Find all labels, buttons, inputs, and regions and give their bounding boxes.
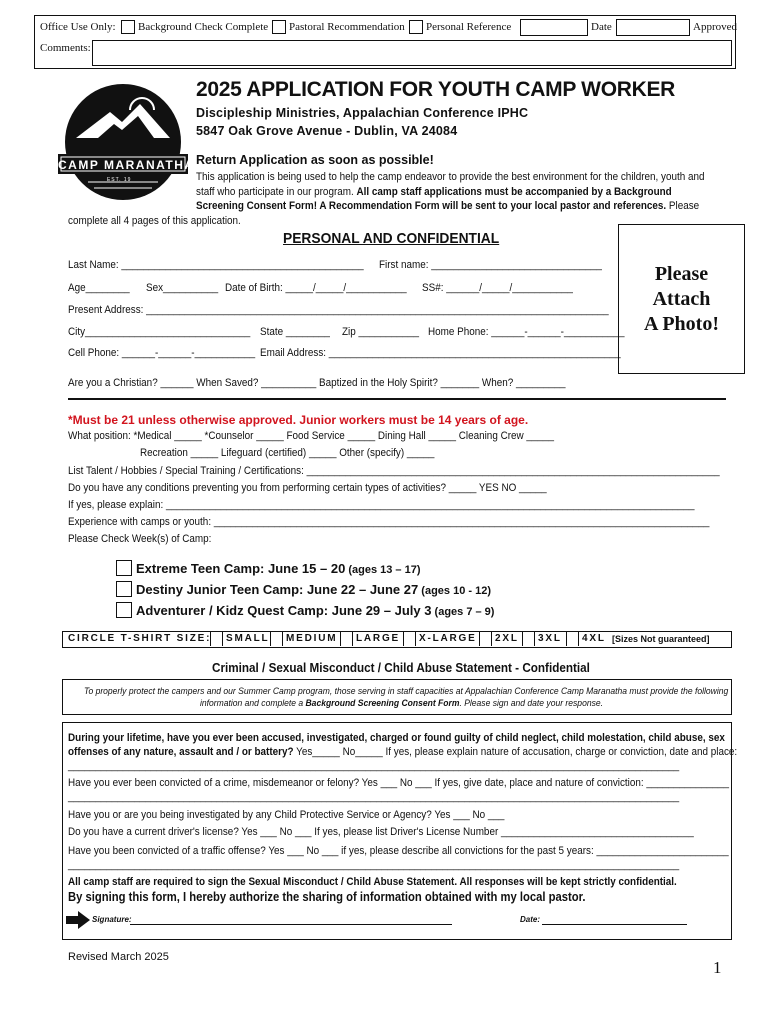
size-3xl[interactable]: 3XL — [538, 633, 562, 644]
position-row-2[interactable]: Recreation _____ Lifeguard (certified) _____ Other (specify) _____ — [140, 447, 435, 459]
dob-field[interactable]: Date of Birth: _____/_____/___________ — [225, 282, 407, 294]
answer-line[interactable]: _______________________________________________________________________________________________________________ — [68, 859, 680, 871]
state-field[interactable]: State ________ — [260, 326, 330, 338]
arrow-right-icon — [66, 911, 90, 929]
camp-option-2[interactable]: Destiny Junior Teen Camp: June 22 – June 27 (ages 10 - 12) — [116, 581, 491, 597]
size-note: [Sizes Not guaranteed] — [612, 634, 710, 644]
tshirt-box[interactable] — [522, 632, 535, 646]
intro-line-1: This application is being used to help the camp endeavor to provide the best environment for the children, youth and — [196, 171, 705, 183]
comments-label: Comments: — [40, 42, 91, 54]
question-4[interactable]: Do you have a current driver's license? Yes ___ No ___ If yes, please list Driver's License Number ___________________________________ — [68, 826, 694, 838]
office-approved-label: Approved — [693, 21, 737, 33]
question-1a: During your lifetime, have you ever been accused, investigated, charged or found guilty of child neglect, child molestation, child abuse, sex — [68, 732, 725, 744]
tshirt-box[interactable] — [403, 632, 416, 646]
size-xlarge[interactable]: X-LARGE — [419, 633, 477, 644]
tshirt-box[interactable] — [210, 632, 223, 646]
weeks-label: Please Check Week(s) of Camp: — [68, 533, 212, 545]
cell-phone-field[interactable]: Cell Phone: ______-______-___________ — [68, 347, 256, 359]
photo-text-1: Please — [654, 263, 709, 285]
statement-intro-2: information and complete a Background Screening Consent Form. Please sign and date your response. — [200, 698, 603, 709]
conditions-field[interactable]: Do you have any conditions preventing you from performing certain types of activities? _____ YES NO _____ — [68, 482, 547, 494]
page-title: 2025 APPLICATION FOR YOUTH CAMP WORKER — [196, 78, 676, 101]
statement-heading: Criminal / Sexual Misconduct / Child Abuse Statement - Confidential — [212, 660, 590, 675]
section-divider — [68, 398, 726, 400]
personal-heading: PERSONAL AND CONFIDENTIAL — [283, 230, 500, 247]
required-notice: All camp staff are required to sign the Sexual Misconduct / Child Abuse Statement. All responses will be kept strictly confidential. — [68, 876, 677, 888]
answer-line[interactable]: _______________________________________________________________________________________________________________ — [68, 760, 680, 772]
office-use-label: Office Use Only: — [40, 21, 116, 33]
question-5[interactable]: Have you been convicted of a traffic offense? Yes ___ No ___ if yes, please describe all convictions for the past 5 years: ________________________ — [68, 845, 729, 857]
photo-text-2: Attach — [652, 288, 711, 310]
christian-field[interactable]: Are you a Christian? ______ When Saved? __________ Baptized in the Holy Spirit? _______ When? _________ — [68, 377, 566, 389]
position-row-1[interactable]: What position: *Medical _____ *Counselor _____ Food Service _____ Dining Hall _____ Cleaning Crew _____ — [68, 430, 554, 442]
pastoral-label: Pastoral Recommendation — [289, 21, 405, 33]
explain-field[interactable]: If yes, please explain: ________________________________________________________________________________________________ — [68, 499, 695, 511]
zip-field[interactable]: Zip ___________ — [342, 326, 420, 338]
size-medium[interactable]: MEDIUM — [286, 633, 338, 644]
size-2xl[interactable]: 2XL — [495, 633, 519, 644]
intro-line-4: complete all 4 pages of this application. — [68, 215, 241, 227]
bg-check-checkbox[interactable] — [121, 20, 135, 34]
logo-est: EST. 19__ — [106, 177, 140, 183]
return-notice: Return Application as soon as possible! — [196, 153, 434, 167]
camp-checkbox[interactable] — [116, 560, 132, 576]
camp-option-1[interactable]: Extreme Teen Camp: June 15 – 20 (ages 13 – 17) — [116, 560, 421, 576]
email-field[interactable]: Email Address: _____________________________________________________ — [260, 347, 621, 359]
signature-field[interactable] — [130, 924, 452, 925]
question-1b[interactable]: offenses of any nature, assault and / or battery? Yes_____ No_____ If yes, please explain nature of accusation, charge or conviction, date and place: — [68, 746, 738, 758]
office-date-field[interactable] — [520, 19, 588, 36]
office-date-label: Date — [591, 21, 612, 33]
org-name: Discipleship Ministries, Appalachian Conference IPHC — [196, 106, 529, 120]
tshirt-box[interactable] — [479, 632, 492, 646]
authorize-notice: By signing this form, I hereby authorize the sharing of information obtained with my local pastor. — [68, 890, 586, 904]
camp-option-3[interactable]: Adventurer / Kidz Quest Camp: June 29 – July 3 (ages 7 – 9) — [116, 602, 494, 618]
tshirt-box[interactable] — [270, 632, 283, 646]
size-small[interactable]: SMALL — [226, 633, 270, 644]
intro-line-3: Screening Consent Form! A Recommendation Form will be sent to your local pastor and references. Please — [196, 200, 700, 212]
sex-field[interactable]: Sex__________ — [146, 282, 219, 294]
office-approved-field[interactable] — [616, 19, 690, 36]
first-name-field[interactable]: First name: _______________________________ — [379, 259, 602, 271]
tshirt-label: CIRCLE T-SHIRT SIZE: — [68, 633, 212, 644]
home-phone-field[interactable]: Home Phone: ______-______-___________ — [428, 326, 625, 338]
bg-check-label: Background Check Complete — [138, 21, 269, 33]
answer-line[interactable]: _______________________________________________________________________________________________________________ — [68, 791, 680, 803]
page-number: 1 — [713, 958, 722, 977]
statement-intro-1: To properly protect the campers and our Summer Camp program, those serving in staff capacities at Appalachian Conference Camp Maranatha must provide the following — [84, 686, 729, 697]
size-large[interactable]: LARGE — [356, 633, 400, 644]
camp-checkbox[interactable] — [116, 602, 132, 618]
pastoral-checkbox[interactable] — [272, 20, 286, 34]
last-name-field[interactable]: Last Name: ____________________________________________ — [68, 259, 364, 271]
tshirt-box[interactable] — [340, 632, 353, 646]
talent-field[interactable]: List Talent / Hobbies / Special Training / Certifications: ___________________________________________________________________________ — [68, 465, 720, 477]
date-label: Date: — [520, 915, 541, 924]
present-address-field[interactable]: Present Address: ____________________________________________________________________________________ — [68, 304, 609, 316]
question-3[interactable]: Have you or are you being investigated by any Child Protective Service or Agency? Yes ___ No ___ — [68, 809, 505, 821]
city-field[interactable]: City______________________________ — [68, 326, 251, 338]
photo-text-3: A Photo! — [644, 313, 719, 335]
intro-line-2: staff who participate in our program. All camp staff applications must be accompanied by a Background — [196, 186, 672, 198]
camp-checkbox[interactable] — [116, 581, 132, 597]
ssn-field[interactable]: SS#: ______/_____/___________ — [422, 282, 573, 294]
experience-field[interactable]: Experience with camps or youth: __________________________________________________________________________________________ — [68, 516, 710, 528]
logo-text: CAMP MARANATHA — [58, 158, 195, 172]
signature-label: Signature: — [92, 915, 132, 924]
comments-field[interactable] — [92, 40, 732, 66]
camp-maranatha-logo — [58, 78, 195, 208]
revised-date: Revised March 2025 — [68, 951, 169, 963]
org-address: 5847 Oak Grove Avenue - Dublin, VA 24084 — [196, 124, 458, 138]
personal-ref-checkbox[interactable] — [409, 20, 423, 34]
age-field[interactable]: Age________ — [68, 282, 130, 294]
statement-intro-box — [62, 679, 732, 715]
date-field[interactable] — [542, 924, 687, 925]
tshirt-box[interactable] — [566, 632, 579, 646]
personal-ref-label: Personal Reference — [426, 21, 512, 33]
question-2[interactable]: Have you ever been convicted of a crime, misdemeanor or felony? Yes ___ No ___ If yes, give date, place and nature of conviction: _______________ — [68, 777, 729, 789]
age-requirement-note: *Must be 21 unless otherwise approved. Junior workers must be 14 years of age. — [68, 413, 529, 427]
size-4xl[interactable]: 4XL — [582, 633, 606, 644]
